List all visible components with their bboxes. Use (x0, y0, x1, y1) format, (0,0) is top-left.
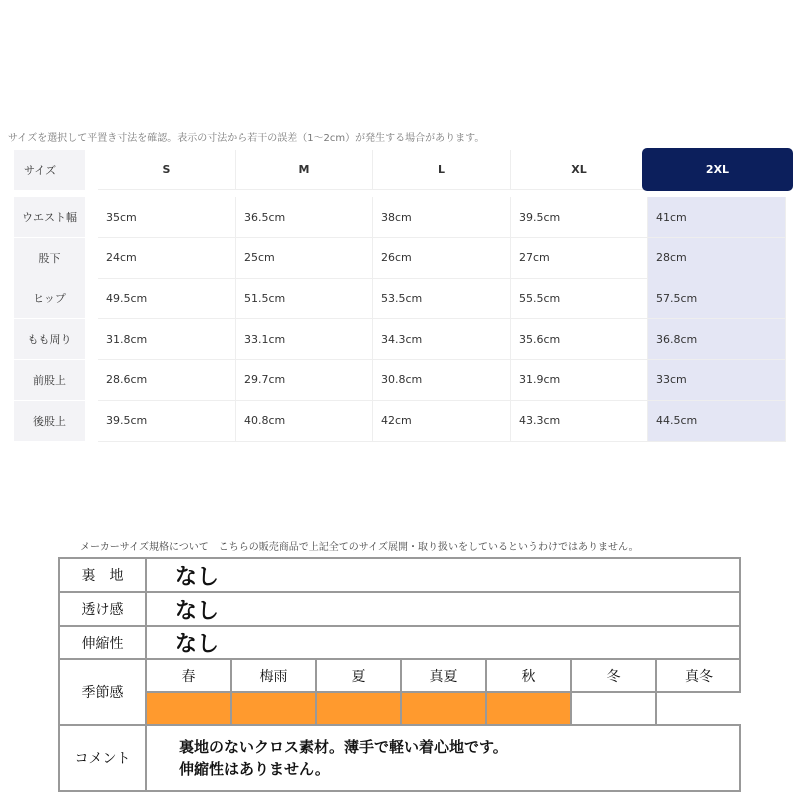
size-header-label: サイズ (14, 150, 85, 190)
row-label: ウエスト幅 (14, 197, 85, 237)
season-indicator (147, 693, 232, 726)
season-name: 夏 (317, 660, 402, 693)
maker-note: メーカーサイズ規格について こちらの販売商品で上記全てのサイズ展開・取り扱いをしているというわけではありません。 (80, 542, 639, 553)
size-value: 31.8cm (98, 319, 236, 360)
season-name: 真冬 (657, 660, 741, 693)
size-tab-m[interactable]: M (236, 150, 373, 190)
season-indicator (487, 693, 572, 726)
size-value: 49.5cm (98, 278, 236, 319)
season-indicator (402, 693, 487, 726)
size-value: 35cm (98, 197, 236, 238)
sheer-value: なし (147, 593, 739, 627)
size-value: 30.8cm (373, 360, 511, 401)
size-value: 41cm (648, 197, 786, 238)
size-value: 39.5cm (511, 197, 648, 238)
season-label: 季節感 (60, 660, 147, 726)
comment-line: 裏地のないクロス素材。薄手で軽い着心地です。 (179, 738, 508, 756)
size-value: 53.5cm (373, 278, 511, 319)
sheer-label: 透け感 (60, 593, 147, 627)
size-value: 26cm (373, 238, 511, 279)
size-note: サイズを選択して平置き寸法を確認。表示の寸法から若干の誤差（1〜2cm）が発生する場合があります。 (8, 133, 485, 144)
season-indicator (232, 693, 317, 726)
size-value: 51.5cm (236, 278, 373, 319)
size-tab-s[interactable]: S (98, 150, 236, 190)
size-tab-l[interactable]: L (373, 150, 511, 190)
row-label: 後股上 (14, 401, 85, 441)
size-value: 39.5cm (98, 401, 236, 442)
size-value: 33cm (648, 360, 786, 401)
size-value: 40.8cm (236, 401, 373, 442)
size-value: 42cm (373, 401, 511, 442)
size-value: 29.7cm (236, 360, 373, 401)
lining-label: 裏 地 (60, 559, 147, 593)
size-value: 33.1cm (236, 319, 373, 360)
stretch-value: なし (147, 627, 739, 660)
row-label: もも周り (14, 319, 85, 359)
size-value: 43.3cm (511, 401, 648, 442)
comment-label: コメント (60, 726, 147, 790)
season-indicator (572, 693, 657, 726)
size-value: 44.5cm (648, 401, 786, 442)
size-value: 35.6cm (511, 319, 648, 360)
stretch-label: 伸縮性 (60, 627, 147, 660)
season-name: 秋 (487, 660, 572, 693)
row-label: 前股上 (14, 360, 85, 400)
size-value: 38cm (373, 197, 511, 238)
size-value: 34.3cm (373, 319, 511, 360)
size-value: 55.5cm (511, 278, 648, 319)
size-tab-2xl[interactable]: 2XL (642, 148, 793, 191)
size-value: 36.8cm (648, 319, 786, 360)
size-value: 28cm (648, 238, 786, 279)
size-value: 31.9cm (511, 360, 648, 401)
season-name: 梅雨 (232, 660, 317, 693)
size-value: 28.6cm (98, 360, 236, 401)
season-indicator (317, 693, 402, 726)
size-value: 24cm (98, 238, 236, 279)
season-name: 春 (147, 660, 232, 693)
row-label: ヒップ (14, 278, 85, 318)
season-indicator (657, 693, 741, 726)
comment-line: 伸縮性はありません。 (179, 760, 330, 778)
lining-value: なし (147, 559, 739, 593)
size-value: 36.5cm (236, 197, 373, 238)
season-name: 真夏 (402, 660, 487, 693)
size-value: 57.5cm (648, 278, 786, 319)
size-tab-xl[interactable]: XL (511, 150, 648, 190)
size-value: 25cm (236, 238, 373, 279)
spec-table (58, 557, 741, 792)
season-name: 冬 (572, 660, 657, 693)
comment-text (147, 726, 739, 790)
size-value: 27cm (511, 238, 648, 279)
row-label: 股下 (14, 238, 85, 278)
